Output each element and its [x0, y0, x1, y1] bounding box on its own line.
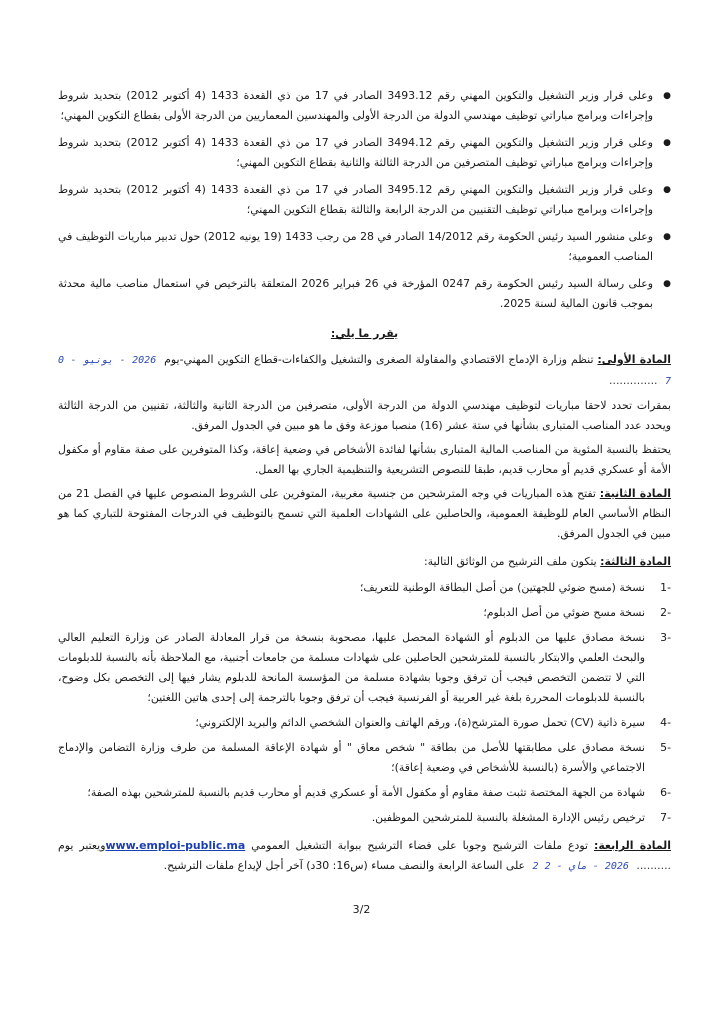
article-3-text: يتكون ملف الترشيح من الوثائق التالية: — [423, 555, 597, 568]
article-2-heading: المادة الثانية: — [599, 487, 672, 500]
item-number: -3 — [660, 631, 671, 644]
preamble-item: ● وعلى قرار وزير التشغيل والتكوين المهني رقم 3493.12 الصادر في 17 من ذي القعدة 1433 (4 أكتوبر 2012) بتحديد شروط وإجراءات وبرامج مباراتي توظيف مهندسي الدولة من الدرجة الأولى والمهندسين المعماريين من الدرجة الأولى بقطاع التكوين المهني؛ — [58, 86, 671, 126]
article-4-text-b: ويعتبر يوم — [58, 839, 106, 852]
page-number: 3/2 — [352, 903, 371, 916]
item-number: -4 — [660, 716, 671, 729]
date-stamp: 2026 - يونيو - 0 7 — [58, 355, 671, 387]
item-text: نسخة (مسح ضوئي للجهتين) من أصل البطاقة الوطنية للتعريف؛ — [359, 581, 645, 594]
article-4-text: تودع ملفات الترشيح وجوبا على فضاء الترشيح ببوابة التشغيل العمومي — [251, 839, 589, 852]
preamble-item: ● وعلى قرار وزير التشغيل والتكوين المهني رقم 3495.12 الصادر في 17 من ذي القعدة 1433 (4 أكتوبر 2012) بتحديد شروط وإجراءات وبرامج مباراتي توظيف التقنيين من الدرجة الرابعة والثالثة بقطاع التكوين المهني؛ — [58, 180, 671, 220]
preamble-list — [58, 86, 671, 314]
article-1-body: بمقرات تحدد لاحقا مباريات لتوظيف مهندسي الدولة من الدرجة الأولى، متصرفين من الدرجة الثانية والثالثة، تقنيين من الدرجة الثالثة ويحدد عدد المناصب المتبارى بشأنها في ستة عشر (16) منصبا موزعة وفق ما هو مبين في الجدول المرفق. — [58, 399, 671, 432]
item-number: -2 — [660, 606, 671, 619]
preamble-item: ● وعلى منشور السيد رئيس الحكومة رقم 14/2012 الصادر في 28 من رجب 1433 (19 يونيه 2012) حول تدبير مباريات التوظيف في المناصب العمومية؛ — [58, 227, 671, 267]
dotted-fill: .......... — [636, 859, 671, 872]
item-text: ترخيص رئيس الإدارة المشغلة بالنسبة للمترشحين الموظفين. — [371, 811, 645, 824]
emploi-public-link[interactable]: www.emploi-public.ma — [105, 839, 246, 852]
article-1-heading: المادة الأولى: — [597, 353, 671, 366]
item-number: -6 — [660, 786, 671, 799]
item-text: نسخة مصادق عليها من الدبلوم أو الشهادة المحصل عليها، مصحوبة بنسخة من قرار المعادلة الصادر عن وزارة التعليم العالي والبحث العلمي والابتكار بالنسبة للمترشحين الحاصلين على شهادات مسلمة من جامعات أجنبية، مع الملاحظة بأنه بالنسبة للدبلومات التي لا تتضمن التخصص فيجب أن ترفق وجوبا بشهادة مسلمة من المؤسسة المانحة للدبلوم يشار فيها إلى التخصص بكل وضوح، بالنسبة للدبلومات المحررة بلغة غير العربية أو الفرنسية فيجب أن ترفق وجوبا بالترجمة إلى إحدى هاتين اللغتين؛ — [58, 631, 645, 704]
document-item — [58, 713, 671, 733]
preamble-item: ● وعلى قرار وزير التشغيل والتكوين المهني رقم 3494.12 الصادر في 17 من ذي القعدة 1433 (4 أكتوبر 2012) بتحديد شروط وإجراءات وبرامج مباراتي توظيف المتصرفين من الدرجة الثالثة والثانية بقطاع التكوين المهني؛ — [58, 133, 671, 173]
document-item — [58, 783, 671, 803]
decision-heading: يقرر ما يلي: — [330, 327, 399, 340]
article-2 — [58, 484, 671, 544]
item-number: -7 — [660, 811, 671, 824]
article-4-text-c: على الساعة الرابعة والنصف مساء (س16: 30د) آخر أجل لإيداع ملفات الترشيح. — [163, 859, 526, 872]
item-number: -1 — [660, 581, 671, 594]
item-text: نسخة مسح ضوئي من أصل الدبلوم؛ — [483, 606, 645, 619]
document-item — [58, 603, 671, 623]
document-item — [58, 808, 671, 828]
dotted-fill: .............. — [609, 374, 658, 387]
article-3-heading: المادة الثالثة: — [600, 555, 671, 568]
documents-list — [58, 578, 671, 828]
document-item — [58, 628, 671, 708]
item-text: نسخة مصادق على مطابقتها للأصل من بطاقة " شخص معاق " أو شهادة الإعاقة المسلمة من طرف وزارة التضامن والإدماج الاجتماعي والأسرة (بالنسبة للأشخاص في وضعية إعاقة)؛ — [58, 741, 645, 774]
preamble-item: ● وعلى رسالة السيد رئيس الحكومة رقم 0247 المؤرخة في 26 فبراير 2026 المتعلقة بالترخيص في استعمال مناصب مالية محدثة بموجب قانون المالية لسنة 2025. — [58, 274, 671, 314]
item-text: شهادة من الجهة المختصة تثبت صفة مقاوم أو مكفول الأمة أو عسكري قديم أو محارب قديم بالنسبة للمترشحين بهذه الصفة؛ — [87, 786, 645, 799]
document-item — [58, 578, 671, 598]
article-1-text: تنظم وزارة الإدماج الاقتصادي والمقاولة الصغرى والتشغيل والكفاءات-قطاع التكوين المهني-يوم — [164, 353, 594, 366]
item-number: -5 — [660, 741, 671, 754]
document-item — [58, 738, 671, 778]
article-4 — [58, 836, 671, 877]
article-3 — [58, 552, 671, 572]
article-2-text: تفتح هذه المباريات في وجه المترشحين من جنسية مغربية، المتوفرين على الشروط المنصوص عليها في الفصل 21 من النظام الأساسي العام للوظيفة العمومية، والحاصلين على الشهادات العلمية التي تسمح بالتوظيف في الدرجات المفتوحة للتباري كما هو مبين في الجدول المرفق. — [58, 487, 671, 540]
article-1-reservation: يحتفظ بالنسبة المئوية من المناصب المالية المتبارى بشأنها لفائدة الأشخاص في وضعية إعاقة، وكذا المتوفرين على صفة مقاوم أو مكفول الأمة أو عسكري قديم أو محارب قديم، طبقا للنصوص التشريعية والتنظيمية الجاري بها العمل. — [58, 443, 671, 476]
date-stamp: 2026 - ماي - 2 2 — [532, 861, 629, 872]
article-1 — [58, 350, 671, 392]
item-text: سيرة ذاتية (CV) تحمل صورة المترشح(ة)، ورقم الهاتف والعنوان الشخصي الدائم والبريد الإلكتروني؛ — [195, 716, 645, 729]
article-4-heading: المادة الرابعة: — [593, 839, 672, 852]
